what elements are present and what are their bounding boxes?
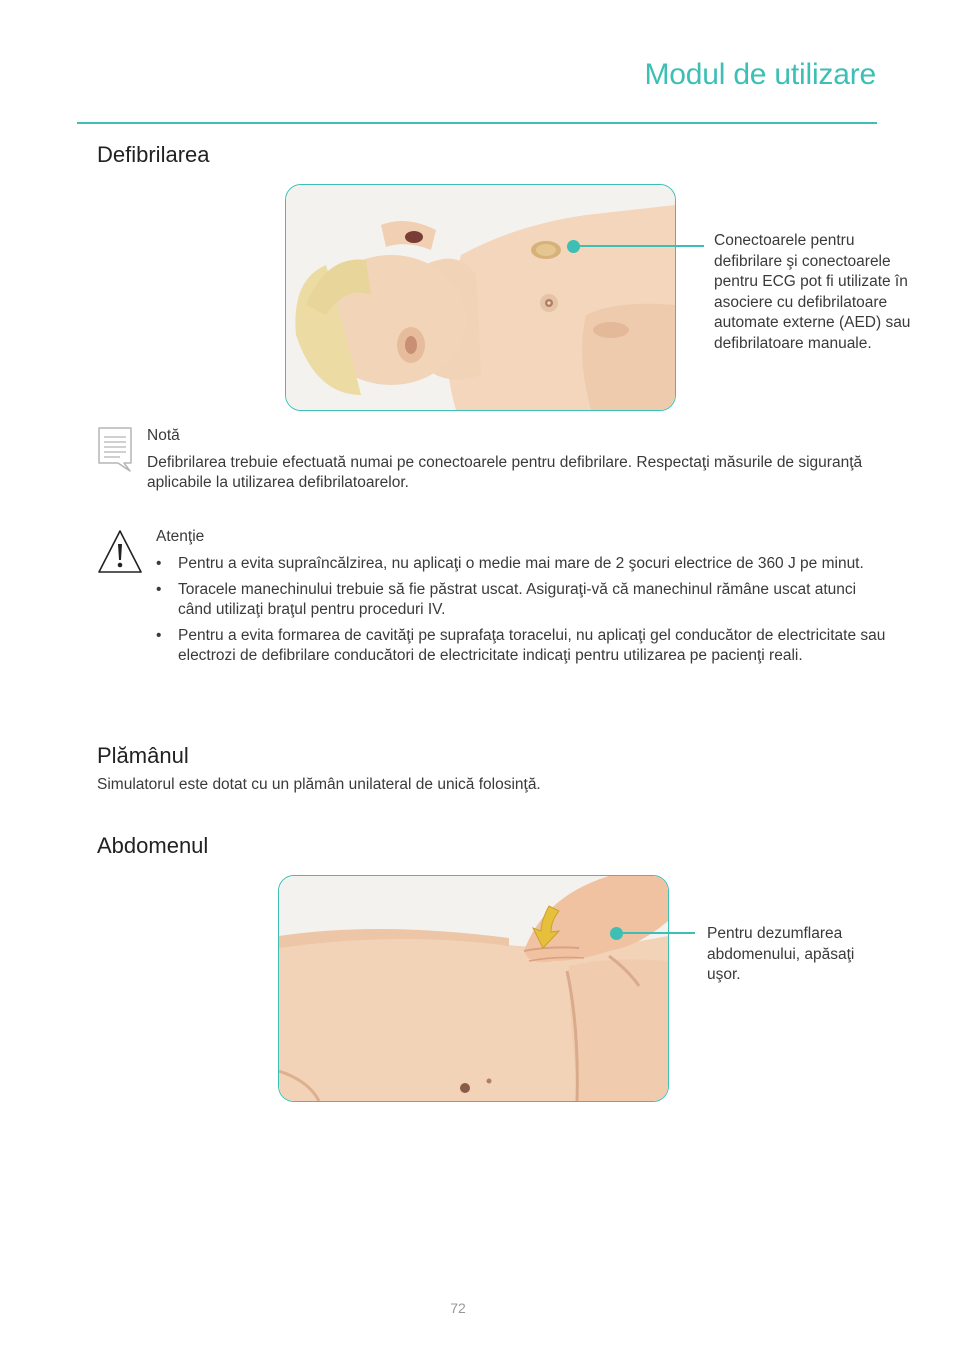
warning-triangle-icon: [96, 528, 144, 576]
defibrillation-photo: [285, 184, 676, 411]
caution-item: • Pentru a evita formarea de cavităţi pe suprafaţa toracelui, nu aplicaţi gel conducător de electricitate sau electrozi de defibrilare conducători de electricitate indicaţi pentru utilizarea pe pacienţi reali.: [156, 626, 891, 666]
manikin-head-chest-illustration: [286, 185, 675, 410]
callout-leader-line: [578, 245, 704, 247]
lung-text: Simulatorul este dotat cu un plămân unilateral de unică folosinţă.: [97, 776, 541, 793]
caution-label: Atenţie: [156, 528, 205, 545]
defibrillation-callout-text: Conectoarele pentru defibrilare şi conectoarele pentru ECG pot fi utilizate în asociere cu defibrilatoare automate externe (AED) sau defibrilatoare manuale.: [714, 232, 911, 352]
caution-item: • Toracele manechinului trebuie să fie păstrat uscat. Asiguraţi-vă că manechinul rămâne uscat atunci când utilizaţi braţul pentru proceduri IV.: [156, 580, 891, 620]
note-label: Notă: [147, 427, 180, 444]
note-icon: [96, 425, 134, 473]
section-heading-defibrillation: Defibrilarea: [97, 142, 210, 167]
caution-item: • Pentru a evita supraîncălzirea, nu aplicaţi o medie mai mare de 2 şocuri electrice de 360 J pe minut.: [156, 554, 891, 574]
page-number: 72: [450, 1300, 466, 1316]
page-title: Modul de utilizare: [644, 58, 876, 91]
caution-list: [156, 554, 891, 672]
abdomen-callout-text: Pentru dezumflarea abdomenului, apăsaţi uşor.: [707, 925, 855, 983]
callout-leader-line: [621, 932, 695, 934]
section-heading-abdomen: Abdomenul: [97, 833, 209, 858]
section-heading-lung: Plămânul: [97, 743, 189, 768]
header-divider: [77, 122, 877, 124]
note-text: Defibrilarea trebuie efectuată numai pe conectoarele pentru defibrilare. Respectaţi măsurile de siguranţă aplicabile la utilizarea defibrilatoarelor.: [147, 454, 863, 491]
manikin-abdomen-illustration: [279, 876, 668, 1101]
abdomen-photo: [278, 875, 669, 1102]
